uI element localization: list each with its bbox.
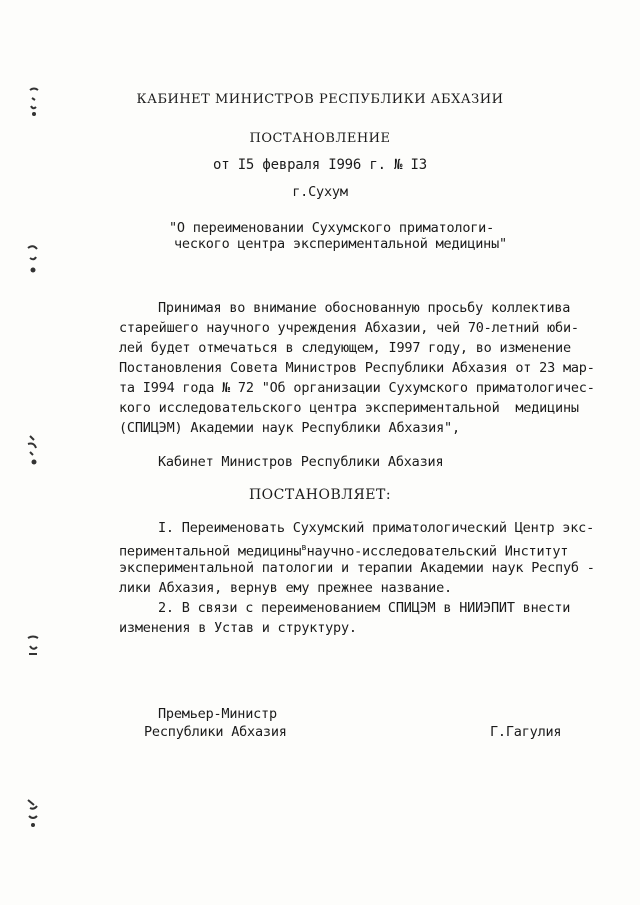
- preamble-line: Принимая во внимание обоснованную просьбу коллектива: [158, 300, 571, 316]
- preamble-line: Постановления Совета Министров Республики Абхазия от 23 мар-: [119, 360, 595, 376]
- preamble-line: лей будет отмечаться в следующем, I997 году, во изменение: [119, 340, 571, 356]
- binder-hole-mark: [18, 792, 48, 832]
- preamble-line: та I994 года № 72 "Об организации Сухумского приматологичес-: [119, 380, 595, 396]
- date-number: от I5 февраля I996 г. № I3: [213, 157, 427, 173]
- document-type: ПОСТАНОВЛЕНИЕ: [249, 131, 391, 146]
- binder-hole-mark: [18, 430, 48, 470]
- preamble-line: старейшего научного учреждения Абхазии, чей 70-летний юби-: [119, 320, 579, 336]
- item-line: лики Абхазия, вернув ему прежнее название.: [119, 580, 452, 596]
- binder-hole-mark: [18, 240, 48, 280]
- handwritten-insert: в: [301, 543, 307, 553]
- item-line: I. Переименовать Сухумский приматологический Центр экс-: [158, 520, 595, 536]
- preamble-line: кого исследовательского центра экспериментальной медицины: [119, 400, 579, 416]
- item-line: изменения в Устав и структуру.: [119, 620, 357, 636]
- item-text: периментальной медицины: [119, 543, 302, 560]
- item-line: [119, 540, 568, 560]
- binder-hole-mark: [18, 630, 48, 670]
- city: г.Сухум: [292, 184, 348, 200]
- title-line: "О переименовании Сухумского приматологи-: [169, 220, 495, 236]
- signatory-position: Премьер-Министр: [158, 706, 277, 722]
- item-line: 2. В связи с переименованием СПИЦЭМ в НИИЭПИТ внести: [158, 600, 571, 616]
- cabinet-heading: КАБИНЕТ МИНИСТРОВ РЕСПУБЛИКИ АБХАЗИИ: [136, 92, 504, 107]
- item-text: научно-исследовательский Институт: [306, 543, 569, 560]
- resolves-heading: ПОСТАНОВЛЯЕТ:: [248, 487, 392, 503]
- signatory-name: Г.Гагулия: [490, 724, 562, 740]
- signatory-position: Республики Абхазия: [144, 724, 287, 740]
- title-line: ческого центра экспериментальной медицины": [174, 236, 507, 252]
- subject: Кабинет Министров Республики Абхазия: [158, 454, 444, 470]
- item-line: экспериментальной патологии и терапии Академии наук Респуб -: [119, 560, 595, 576]
- preamble-line: (СПИЦЭМ) Академии наук Республики Абхазия",: [119, 420, 460, 436]
